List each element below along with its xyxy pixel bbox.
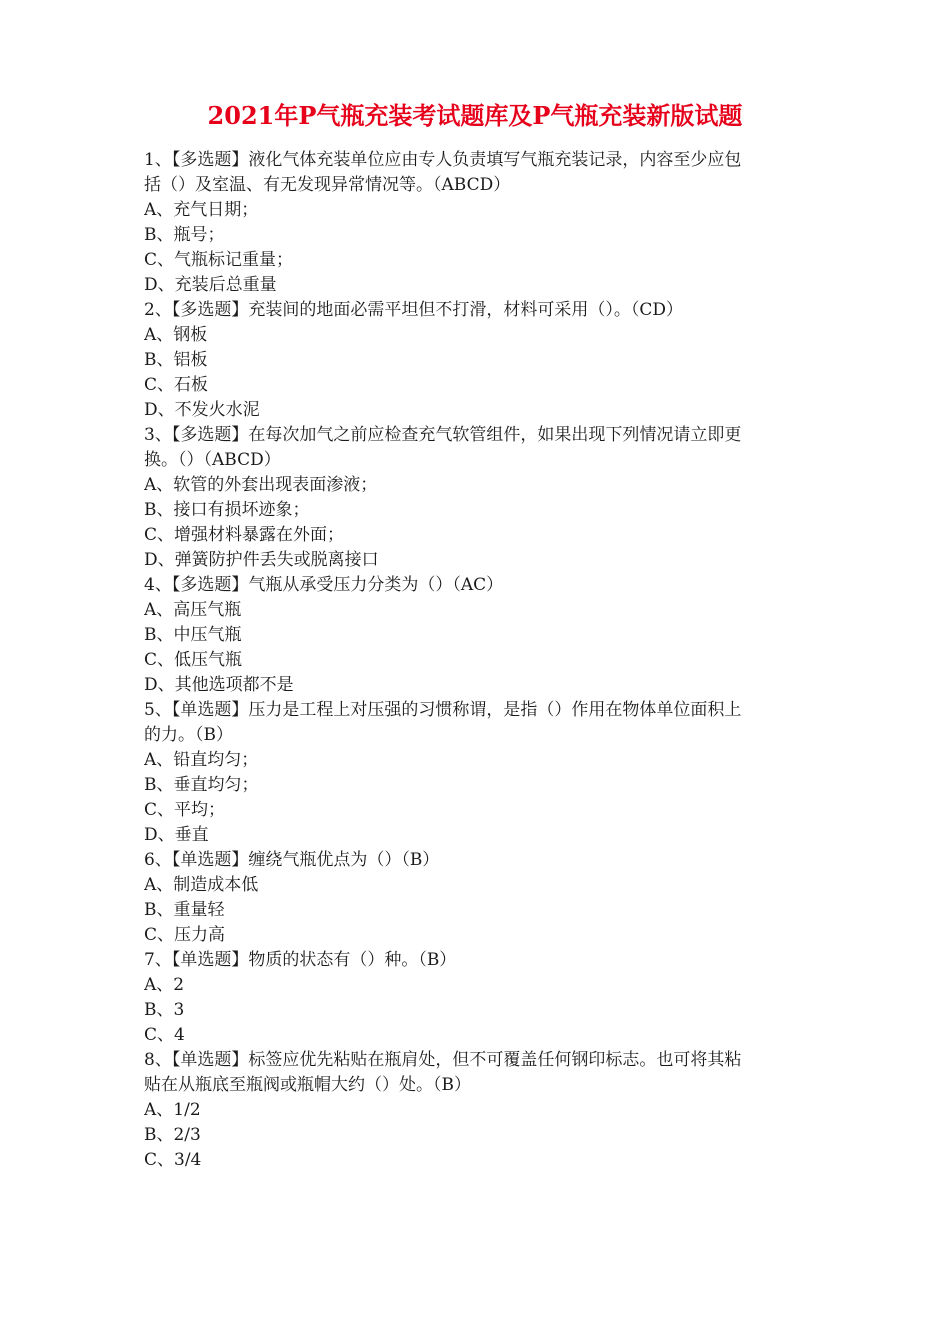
option-c: C、平均； [144,800,226,820]
option-a: A、铅直均匀； [144,750,259,770]
option-b: B、重量轻 [144,900,225,920]
option-c: C、增强材料暴露在外面； [144,525,345,545]
question-text: 7、【单选题】物质的状态有（）种。（B） [144,950,457,970]
option-c: C、低压气瓶 [144,650,243,670]
question-7 [144,948,814,1048]
question-text: 贴在从瓶底至瓶阀或瓶帽大约（）处。（B） [144,1075,471,1095]
question-text: 6、【单选题】缠绕气瓶优点为（）（B） [144,850,440,870]
option-b: B、铝板 [144,350,208,370]
option-b: B、3 [144,1000,185,1020]
option-c: C、4 [144,1025,185,1045]
option-a: A、充气日期； [144,200,259,220]
option-a: A、2 [144,975,185,995]
option-d: D、其他选项都不是 [144,675,294,695]
option-d: D、弹簧防护件丢失或脱离接口 [144,550,379,570]
question-4 [144,573,814,698]
option-a: A、软管的外套出现表面渗液； [144,475,378,495]
option-c: C、气瓶标记重量； [144,250,294,270]
option-b: B、瓶号； [144,225,225,245]
question-2 [144,298,814,423]
option-b: B、垂直均匀； [144,775,259,795]
option-b: B、2/3 [144,1125,201,1145]
option-a: A、制造成本低 [144,875,259,895]
question-text: 5、【单选题】压力是工程上对压强的习惯称谓，是指（）作用在物体单位面积上 [144,700,742,720]
option-d: D、充装后总重量 [144,275,277,295]
question-list [144,148,814,1173]
option-b: B、接口有损坏迹象； [144,500,310,520]
option-d: D、不发火水泥 [144,400,260,420]
option-c: C、3/4 [144,1150,202,1170]
option-b: B、中压气瓶 [144,625,242,645]
question-text: 括（）及室温、有无发现异常情况等。（ABCD） [144,175,511,195]
question-text: 1、【多选题】液化气体充装单位应由专人负责填写气瓶充装记录，内容至少应包 [144,150,742,170]
question-text: 2、【多选题】充装间的地面必需平坦但不打滑，材料可采用（）。（CD） [144,300,683,320]
question-8 [144,1048,814,1173]
document-title: 2021年P气瓶充装考试题库及P气瓶充装新版试题 [207,101,743,130]
question-6 [144,848,814,948]
option-c: C、压力高 [144,925,226,945]
option-a: A、钢板 [144,325,208,345]
question-1 [144,148,814,298]
option-a: A、高压气瓶 [144,600,242,620]
question-3 [144,423,814,573]
option-c: C、石板 [144,375,209,395]
option-a: A、1/2 [144,1100,201,1120]
question-text: 换。（）（ABCD） [144,450,281,470]
question-text: 4、【多选题】气瓶从承受压力分类为（）（AC） [144,575,504,595]
question-5 [144,698,814,848]
question-text: 3、【多选题】在每次加气之前应检查充气软管组件，如果出现下列情况请立即更 [144,425,742,445]
question-text: 8、【单选题】标签应优先粘贴在瓶肩处，但不可覆盖任何钢印标志。也可将其粘 [144,1050,742,1070]
question-text: 的力。（B） [144,725,233,745]
option-d: D、垂直 [144,825,209,845]
